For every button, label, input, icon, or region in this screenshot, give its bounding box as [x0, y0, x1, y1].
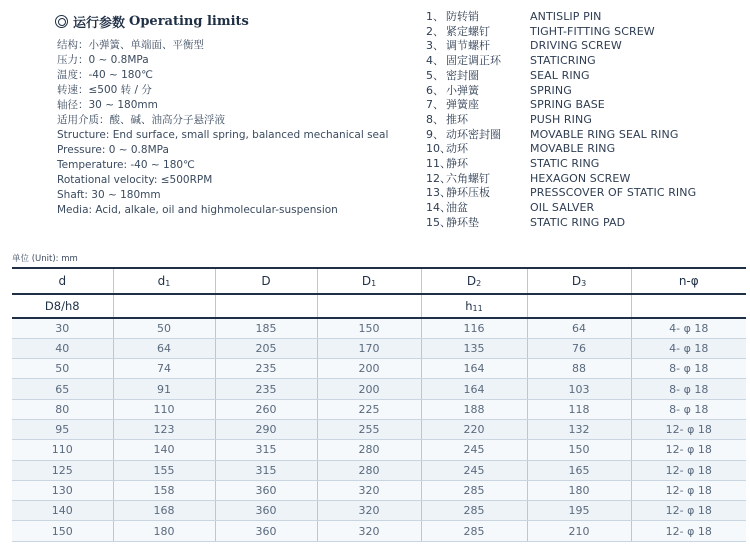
header-row-cell: n-φ — [631, 268, 746, 294]
part-name-cn: 小弹簧 — [446, 83, 479, 97]
part-name-en: OIL SALVER — [530, 201, 595, 215]
part-name-cn: 静环垫 — [446, 215, 479, 229]
table-cell: 64 — [527, 318, 631, 338]
table-cell: 12- φ 18 — [631, 521, 746, 541]
part-name-en: ANTISLIP PIN — [530, 10, 602, 23]
table-row — [12, 460, 746, 480]
header-row-cell: $D_1$ — [317, 268, 421, 294]
table-cell: 64 — [113, 338, 215, 358]
table-cell: 245 — [421, 440, 527, 460]
table-cell: 12- φ 18 — [631, 501, 746, 521]
table-row — [12, 521, 746, 541]
part-item — [426, 25, 696, 40]
table-cell: 103 — [527, 379, 631, 399]
spec-line: 结构：小弹簧、单端面、平衡型 — [57, 39, 204, 51]
table-cell: 8- φ 18 — [631, 379, 746, 399]
table-cell: 220 — [421, 419, 527, 439]
spec-line: 轴径：30 ~ 180mm — [57, 99, 158, 111]
table-cell: 4- φ 18 — [631, 318, 746, 338]
table-cell: 150 — [317, 318, 421, 338]
part-number: 9、 — [426, 127, 444, 141]
table-cell: 110 — [12, 440, 113, 460]
part-number: 7、 — [426, 98, 444, 112]
table-row — [12, 480, 746, 500]
part-name-cn: 固定调正环 — [446, 54, 501, 68]
table-cell: 210 — [527, 521, 631, 541]
table-cell: 280 — [317, 440, 421, 460]
table-cell: 4- φ 18 — [631, 338, 746, 358]
part-item — [426, 84, 696, 99]
part-name-cn: 推环 — [446, 112, 468, 126]
table-cell: 12- φ 18 — [631, 419, 746, 439]
table-cell: 200 — [317, 379, 421, 399]
table-cell: 8- φ 18 — [631, 359, 746, 379]
spec-line: 转速：≤500 转 / 分 — [57, 84, 152, 96]
spec-line: 压力：0 ~ 0.8MPa — [57, 54, 149, 66]
table-cell: 245 — [421, 460, 527, 480]
table-cell: 140 — [113, 440, 215, 460]
table-row — [12, 318, 746, 338]
table-cell: 164 — [421, 379, 527, 399]
table-cell: 110 — [113, 399, 215, 419]
table-row — [12, 419, 746, 439]
table-cell: 320 — [317, 480, 421, 500]
part-number: 8、 — [426, 112, 444, 126]
part-number: 13、 — [426, 186, 451, 200]
dimension-table — [12, 267, 746, 542]
spec-line: Shaft: 30 ~ 180mm — [57, 189, 161, 201]
table-cell: 116 — [421, 318, 527, 338]
part-name-cn: 调节螺杆 — [446, 39, 490, 53]
part-item — [426, 128, 696, 143]
part-item — [426, 201, 696, 216]
part-item — [426, 142, 696, 157]
table-cell: 150 — [12, 521, 113, 541]
table-cell: 50 — [113, 318, 215, 338]
table-cell: 170 — [317, 338, 421, 358]
table-cell: 285 — [421, 480, 527, 500]
part-number: 3、 — [426, 39, 444, 53]
table-cell: 255 — [317, 419, 421, 439]
table-cell: 30 — [12, 318, 113, 338]
table-cell: 50 — [12, 359, 113, 379]
table-cell: 80 — [12, 399, 113, 419]
tolerance-row-cell: D8/h8 — [12, 294, 113, 318]
section-title-cn: 运行参数 — [73, 16, 126, 31]
part-name-en: DRIVING SCREW — [530, 39, 622, 53]
part-name-cn: 油盆 — [446, 201, 468, 215]
table-row — [12, 440, 746, 460]
part-name-en: SEAL RING — [530, 68, 590, 82]
part-item — [426, 69, 696, 84]
header-row-cell: $D_3$ — [527, 268, 631, 294]
part-name-en: HEXAGON SCREW — [530, 171, 631, 185]
part-name-cn: 动环 — [446, 142, 468, 156]
table-row — [12, 399, 746, 419]
spec-line: 温度：-40 ~ 180℃ — [57, 69, 153, 81]
table-cell: 125 — [12, 460, 113, 480]
table-cell: 12- φ 18 — [631, 480, 746, 500]
part-name-en: TIGHT-FITTING SCREW — [530, 24, 655, 38]
table-cell: 195 — [527, 501, 631, 521]
part-number: 4、 — [426, 54, 444, 68]
part-name-en: SPRING — [530, 83, 572, 97]
header-row-cell: d — [12, 268, 113, 294]
table-cell: 235 — [215, 379, 317, 399]
header-row-cell: $D_2$ — [421, 268, 527, 294]
table-cell: 185 — [215, 318, 317, 338]
table-cell: 290 — [215, 419, 317, 439]
section-title-en: Operating limits — [129, 14, 249, 29]
table-cell: 260 — [215, 399, 317, 419]
table-cell: 88 — [527, 359, 631, 379]
part-name-cn: 六角螺钉 — [446, 171, 490, 185]
table-cell: 320 — [317, 501, 421, 521]
table-cell: 180 — [113, 521, 215, 541]
parts-list — [426, 10, 696, 231]
part-number: 1、 — [426, 10, 444, 23]
part-item — [426, 54, 696, 69]
part-name-cn: 防转销 — [446, 10, 479, 23]
table-cell: 360 — [215, 480, 317, 500]
part-name-cn: 静环 — [446, 157, 468, 171]
part-name-en: STATIC RING PAD — [530, 215, 626, 229]
table-cell: 168 — [113, 501, 215, 521]
part-name-en: STATIC RING — [530, 157, 600, 171]
header-row-cell: $d_1$ — [113, 268, 215, 294]
table-cell: 315 — [215, 460, 317, 480]
spec-line: 适用介质：酸、碱、油高分子悬浮液 — [57, 114, 225, 126]
table-cell: 40 — [12, 338, 113, 358]
operating-specs — [57, 38, 388, 218]
table-row — [12, 379, 746, 399]
part-name-en: STATICRING — [530, 54, 596, 68]
double-circle-icon — [55, 15, 68, 28]
table-cell: 74 — [113, 359, 215, 379]
table-row — [12, 359, 746, 379]
part-number: 15、 — [426, 215, 451, 229]
table-cell: 140 — [12, 501, 113, 521]
spec-line: Structure: End surface, small spring, balanced mechanical seal — [57, 129, 389, 141]
tolerance-row-cell — [113, 294, 215, 318]
table-row — [12, 501, 746, 521]
part-number: 12、 — [426, 171, 451, 185]
table-cell: 130 — [12, 480, 113, 500]
table-cell: 76 — [527, 338, 631, 358]
part-name-en: PUSH RING — [530, 112, 592, 126]
part-item — [426, 157, 696, 172]
part-item — [426, 39, 696, 54]
part-name-en: MOVABLE RING SEAL RING — [530, 127, 679, 141]
tolerance-row — [12, 294, 746, 318]
part-name-cn: 弹簧座 — [446, 98, 479, 112]
header-row-cell: D — [215, 268, 317, 294]
table-cell: 235 — [215, 359, 317, 379]
part-number: 2、 — [426, 24, 444, 38]
table-cell: 180 — [527, 480, 631, 500]
table-cell: 188 — [421, 399, 527, 419]
table-cell: 280 — [317, 460, 421, 480]
table-cell: 158 — [113, 480, 215, 500]
part-name-en: MOVABLE RING — [530, 142, 616, 156]
table-cell: 320 — [317, 521, 421, 541]
part-number: 6、 — [426, 83, 444, 97]
part-name-cn: 密封圈 — [446, 68, 479, 82]
table-cell: 360 — [215, 501, 317, 521]
tolerance-row-cell — [631, 294, 746, 318]
table-cell: 135 — [421, 338, 527, 358]
part-name-en: SPRING BASE — [530, 98, 605, 112]
part-number: 14、 — [426, 201, 451, 215]
part-number: 11、 — [426, 157, 451, 171]
header-row — [12, 268, 746, 294]
table-cell: 12- φ 18 — [631, 440, 746, 460]
table-cell: 95 — [12, 419, 113, 439]
table-row — [12, 338, 746, 358]
part-item — [426, 98, 696, 113]
part-item — [426, 113, 696, 128]
unit-label: 单位 (Unit): mm — [12, 254, 78, 264]
table-cell: 132 — [527, 419, 631, 439]
part-name-cn: 静环压板 — [446, 186, 490, 200]
spec-line: Rotational velocity: ≤500RPM — [57, 174, 213, 186]
part-item — [426, 216, 696, 231]
tolerance-row-cell — [215, 294, 317, 318]
table-cell: 225 — [317, 399, 421, 419]
table-cell: 150 — [527, 440, 631, 460]
table-cell: 155 — [113, 460, 215, 480]
part-number: 5、 — [426, 68, 444, 82]
table-cell: 123 — [113, 419, 215, 439]
table-cell: 12- φ 18 — [631, 460, 746, 480]
table-cell: 205 — [215, 338, 317, 358]
table-cell: 165 — [527, 460, 631, 480]
section-title — [55, 12, 249, 31]
tolerance-row-cell — [317, 294, 421, 318]
part-item — [426, 172, 696, 187]
table-cell: 360 — [215, 521, 317, 541]
table-cell: 65 — [12, 379, 113, 399]
table-cell: 315 — [215, 440, 317, 460]
spec-line: Pressure: 0 ~ 0.8MPa — [57, 144, 169, 156]
table-cell: 91 — [113, 379, 215, 399]
spec-line: Temperature: -40 ~ 180℃ — [57, 159, 195, 171]
part-name-cn: 紧定螺钉 — [446, 24, 490, 38]
table-cell: 285 — [421, 521, 527, 541]
table-cell: 118 — [527, 399, 631, 419]
part-number: 10、 — [426, 142, 451, 156]
tolerance-row-cell: $h_{11}$ — [421, 294, 527, 318]
table-cell: 164 — [421, 359, 527, 379]
table-cell: 285 — [421, 501, 527, 521]
part-name-en: PRESSCOVER OF STATIC RING — [530, 186, 697, 200]
part-item — [426, 186, 696, 201]
table-cell: 8- φ 18 — [631, 399, 746, 419]
spec-line: Media: Acid, alkale, oil and highmolecular-suspension — [57, 204, 338, 216]
tolerance-row-cell — [527, 294, 631, 318]
part-name-cn: 动环密封圈 — [446, 127, 501, 141]
table-cell: 200 — [317, 359, 421, 379]
part-item — [426, 10, 696, 25]
